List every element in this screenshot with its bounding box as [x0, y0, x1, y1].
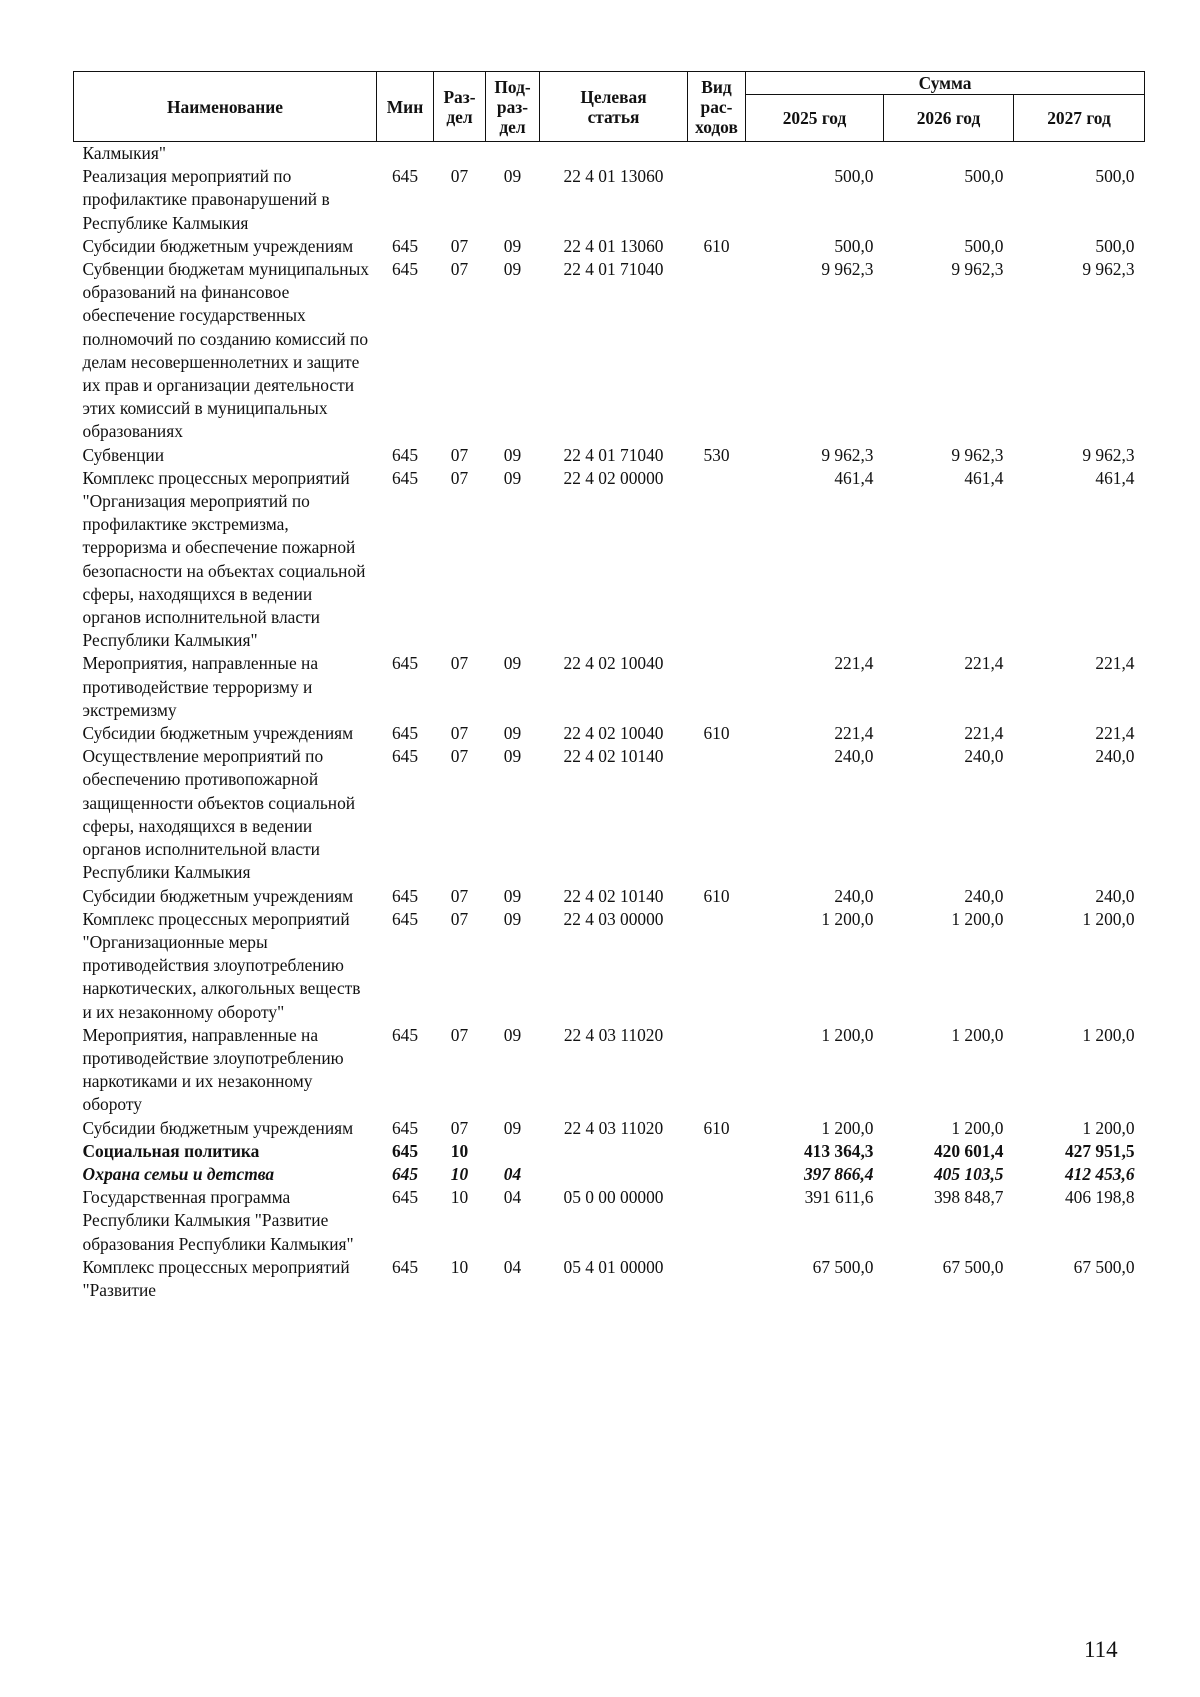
- row-min: 645: [391, 1187, 419, 1208]
- table-row: [74, 745, 1145, 884]
- row-amount-2027: 240,0: [1095, 746, 1135, 767]
- row-name: Субсидии бюджетным учреждениям: [82, 885, 354, 906]
- row-amount-2026: 420 601,4: [933, 1140, 1004, 1161]
- row-amount-2025: 413 364,3: [803, 1140, 874, 1161]
- row-vid: [688, 1186, 746, 1256]
- row-min: 645: [391, 723, 419, 744]
- table-row: [74, 722, 1145, 745]
- row-razdel: 07: [450, 746, 469, 767]
- row-min: 645: [391, 885, 419, 906]
- row-vid: 610: [703, 1117, 730, 1138]
- row-name: Субвенции бюджетам муниципальных образований на финансовое обеспечение государственных полномочий по созданию комиссий по делам несовершеннолетних и защите их прав и организации деятельности этих комиссий в муниципальных образованиях: [82, 259, 369, 442]
- table-row: [74, 1163, 1145, 1186]
- row-amount-2025: 391 611,6: [804, 1187, 874, 1208]
- row-min: 645: [391, 1117, 419, 1138]
- row-podrazdel: 09: [503, 1117, 522, 1138]
- budget-table: [73, 71, 1145, 1302]
- row-celevaya: [540, 1140, 688, 1163]
- row-celevaya: 05 4 01 00000: [563, 1256, 664, 1277]
- row-amount-2026: 240,0: [964, 885, 1004, 906]
- row-vid: 610: [703, 723, 730, 744]
- row-name: Комплекс процессных мероприятий "Организационные меры противодействия злоупотреблению наркотических, алкогольных веществ и их незаконному обороту": [82, 908, 361, 1022]
- row-celevaya: 22 4 01 71040: [563, 259, 664, 280]
- row-razdel: 07: [450, 166, 469, 187]
- row-amount-2027: 9 962,3: [1082, 259, 1135, 280]
- row-min: 645: [391, 653, 419, 674]
- row-vid: [688, 1140, 746, 1163]
- row-celevaya: 22 4 02 00000: [563, 467, 664, 488]
- row-razdel: 07: [450, 1117, 469, 1138]
- table-row: [74, 235, 1145, 258]
- row-amount-2027: 221,4: [1095, 723, 1135, 744]
- row-razdel: 10: [450, 1187, 469, 1208]
- row-name: Мероприятия, направленные на противодействие злоупотреблению наркотиками и их незаконному обороту: [82, 1024, 344, 1115]
- page-number: 114: [1084, 1637, 1118, 1662]
- header-podrazdel: [486, 72, 540, 142]
- header-vid: [688, 72, 746, 142]
- row-amount-2026: 405 103,5: [933, 1163, 1004, 1184]
- row-razdel: 07: [450, 444, 469, 465]
- table-row: [74, 165, 1145, 235]
- row-podrazdel: 09: [503, 235, 522, 256]
- row-min: 645: [391, 166, 419, 187]
- row-amount-2026: 398 848,7: [933, 1187, 1004, 1208]
- row-amount-2027: 1 200,0: [1082, 1117, 1135, 1138]
- row-min: 645: [391, 444, 419, 465]
- row-podrazdel: 09: [503, 723, 522, 744]
- row-min: 645: [391, 1256, 419, 1277]
- row-amount-2027: 461,4: [1095, 467, 1135, 488]
- row-amount-2027: 9 962,3: [1082, 444, 1135, 465]
- row-amount-2026: 1 200,0: [951, 908, 1004, 929]
- table-row: [74, 1140, 1145, 1163]
- row-podrazdel: 04: [503, 1187, 522, 1208]
- row-celevaya: 22 4 02 10040: [563, 723, 664, 744]
- row-razdel: 07: [450, 885, 469, 906]
- row-razdel: 07: [450, 653, 469, 674]
- row-celevaya: 22 4 02 10040: [563, 653, 664, 674]
- row-razdel: 07: [450, 723, 469, 744]
- row-amount-2026: 9 962,3: [951, 444, 1004, 465]
- row-amount-2027: 240,0: [1095, 885, 1135, 906]
- row-min: 645: [391, 235, 419, 256]
- table-header: [74, 72, 1145, 142]
- row-amount-2026: 67 500,0: [942, 1256, 1004, 1277]
- table-body: [74, 142, 1145, 1303]
- header-celevaya-text: Целевая статья: [580, 86, 647, 127]
- row-vid: [688, 165, 746, 235]
- row-amount-2025: 500,0: [834, 235, 874, 256]
- row-podrazdel: 09: [503, 1024, 522, 1045]
- row-podrazdel: 04: [503, 1256, 522, 1277]
- row-amount-2026: 461,4: [964, 467, 1004, 488]
- table-row: [74, 142, 1145, 166]
- row-podrazdel: 09: [503, 259, 522, 280]
- row-celevaya: [540, 142, 688, 166]
- row-name: Мероприятия, направленные на противодействие терроризму и экстремизму: [82, 653, 319, 720]
- row-podrazdel: 09: [503, 444, 522, 465]
- row-amount-2025: 461,4: [834, 467, 874, 488]
- row-celevaya: 22 4 02 10140: [563, 885, 664, 906]
- row-celevaya: 22 4 03 00000: [563, 908, 664, 929]
- row-name: Субвенции: [82, 444, 165, 465]
- header-summa: Сумма: [746, 72, 1145, 95]
- row-min: 645: [391, 1024, 419, 1045]
- row-celevaya: 22 4 02 10140: [563, 746, 664, 767]
- row-razdel: 07: [450, 1024, 469, 1045]
- row-name: Комплекс процессных мероприятий "Развитие: [82, 1256, 350, 1300]
- row-vid: 610: [703, 885, 730, 906]
- row-amount-2025: 9 962,3: [821, 259, 874, 280]
- row-amount-2026: 1 200,0: [951, 1024, 1004, 1045]
- row-podrazdel: 04: [503, 1163, 522, 1184]
- table-row: [74, 1256, 1145, 1302]
- header-2026: 2026 год: [884, 95, 1014, 142]
- row-vid: [688, 1256, 746, 1302]
- row-celevaya: 22 4 01 13060: [563, 235, 664, 256]
- row-min: 645: [391, 467, 419, 488]
- row-amount-2025: 221,4: [834, 653, 874, 674]
- row-amount-2027: 427 951,5: [1064, 1140, 1135, 1161]
- row-min: 645: [391, 908, 419, 929]
- table-row: [74, 258, 1145, 444]
- row-name: Охрана семьи и детства: [82, 1163, 275, 1184]
- row-name: Субсидии бюджетным учреждениям: [82, 1117, 354, 1138]
- row-celevaya: 22 4 01 13060: [563, 166, 664, 187]
- row-vid: [688, 908, 746, 1024]
- row-amount-2025: [746, 142, 884, 166]
- row-celevaya: 22 4 03 11020: [563, 1024, 664, 1045]
- row-vid: [688, 258, 746, 444]
- row-amount-2026: 500,0: [964, 235, 1004, 256]
- row-min: 645: [391, 1140, 419, 1161]
- row-podrazdel: [486, 142, 540, 166]
- row-celevaya: 05 0 00 00000: [563, 1187, 664, 1208]
- row-amount-2025: 240,0: [834, 746, 874, 767]
- row-amount-2027: 406 198,8: [1064, 1187, 1135, 1208]
- row-amount-2025: 1 200,0: [821, 908, 874, 929]
- row-min: [377, 142, 434, 166]
- row-podrazdel: 09: [503, 467, 522, 488]
- row-podrazdel: [486, 1140, 540, 1163]
- row-amount-2027: [1014, 142, 1145, 166]
- header-razdel-text: Раз- дел: [443, 86, 476, 127]
- row-name: Калмыкия": [82, 143, 166, 163]
- row-amount-2025: 240,0: [834, 885, 874, 906]
- row-celevaya: 22 4 01 71040: [563, 444, 664, 465]
- row-amount-2025: 1 200,0: [821, 1117, 874, 1138]
- row-name: Субсидии бюджетным учреждениям: [82, 235, 354, 256]
- table-row: [74, 652, 1145, 722]
- row-name: Осуществление мероприятий по обеспечению противопожарной защищенности объектов социальной сферы, находящихся в ведении органов исполнительной власти Республики Калмыкия: [82, 746, 356, 883]
- row-podrazdel: 09: [503, 746, 522, 767]
- header-2025: 2025 год: [746, 95, 884, 142]
- row-vid: [688, 1024, 746, 1117]
- row-name: Комплекс процессных мероприятий "Организация мероприятий по профилактике экстремизма, терроризма и обеспечение пожарной безопасности на объектах социальной сферы, находящихся в ведении органов исполнительной власти Республики Калмыкия": [82, 467, 366, 651]
- row-min: 645: [391, 1163, 419, 1184]
- row-podrazdel: 09: [503, 908, 522, 929]
- header-min: Мин: [377, 72, 434, 142]
- row-razdel: [434, 142, 486, 166]
- header-razdel: [434, 72, 486, 142]
- table-row: [74, 885, 1145, 908]
- row-name: Государственная программа Республики Калмыкия "Развитие образования Республики Калмыкия": [82, 1187, 354, 1254]
- row-amount-2025: 9 962,3: [821, 444, 874, 465]
- table-row: [74, 467, 1145, 653]
- header-name: Наименование: [74, 72, 377, 142]
- row-amount-2027: 221,4: [1095, 653, 1135, 674]
- table-row: [74, 1024, 1145, 1117]
- table-row: [74, 1186, 1145, 1256]
- row-razdel: 07: [450, 235, 469, 256]
- row-name: Субсидии бюджетным учреждениям: [82, 723, 354, 744]
- row-amount-2027: 1 200,0: [1082, 1024, 1135, 1045]
- table-row: [74, 1117, 1145, 1140]
- row-amount-2026: 500,0: [964, 166, 1004, 187]
- row-amount-2026: 9 962,3: [951, 259, 1004, 280]
- row-vid: [688, 652, 746, 722]
- row-celevaya: [540, 1163, 688, 1186]
- header-2027: 2027 год: [1014, 95, 1145, 142]
- row-min: 645: [391, 259, 419, 280]
- row-razdel: 10: [450, 1256, 469, 1277]
- row-amount-2026: 1 200,0: [951, 1117, 1004, 1138]
- row-vid: [688, 142, 746, 166]
- row-amount-2026: [884, 142, 1014, 166]
- row-amount-2027: 500,0: [1095, 166, 1135, 187]
- row-vid: [688, 745, 746, 884]
- row-amount-2025: 1 200,0: [821, 1024, 874, 1045]
- row-amount-2027: 412 453,6: [1064, 1163, 1135, 1184]
- row-amount-2025: 397 866,4: [803, 1163, 874, 1184]
- row-vid: [688, 1163, 746, 1186]
- row-vid: 530: [703, 444, 730, 465]
- header-podrazdel-text: Под- раз- дел: [494, 76, 531, 137]
- row-vid: 610: [703, 235, 730, 256]
- row-razdel: 07: [450, 908, 469, 929]
- row-podrazdel: 09: [503, 885, 522, 906]
- row-amount-2025: 221,4: [834, 723, 874, 744]
- row-name: Реализация мероприятий по профилактике правонарушений в Республике Калмыкия: [82, 166, 330, 233]
- row-min: 645: [391, 746, 419, 767]
- row-podrazdel: 09: [503, 653, 522, 674]
- row-razdel: 07: [450, 259, 469, 280]
- row-vid: [688, 467, 746, 653]
- row-amount-2026: 221,4: [964, 653, 1004, 674]
- row-amount-2027: 67 500,0: [1073, 1256, 1135, 1277]
- row-amount-2025: 67 500,0: [812, 1256, 874, 1277]
- row-amount-2027: 1 200,0: [1082, 908, 1135, 929]
- row-razdel: 10: [450, 1140, 469, 1161]
- table-row: [74, 908, 1145, 1024]
- header-vid-text: Вид рас- ходов: [695, 76, 738, 137]
- table-row: [74, 444, 1145, 467]
- header-celevaya: [540, 72, 688, 142]
- row-podrazdel: 09: [503, 166, 522, 187]
- row-razdel: 07: [450, 467, 469, 488]
- row-razdel: 10: [450, 1163, 469, 1184]
- row-amount-2027: 500,0: [1095, 235, 1135, 256]
- row-celevaya: 22 4 03 11020: [563, 1117, 664, 1138]
- row-amount-2025: 500,0: [834, 166, 874, 187]
- row-amount-2026: 221,4: [964, 723, 1004, 744]
- row-amount-2026: 240,0: [964, 746, 1004, 767]
- row-name: Социальная политика: [82, 1140, 260, 1161]
